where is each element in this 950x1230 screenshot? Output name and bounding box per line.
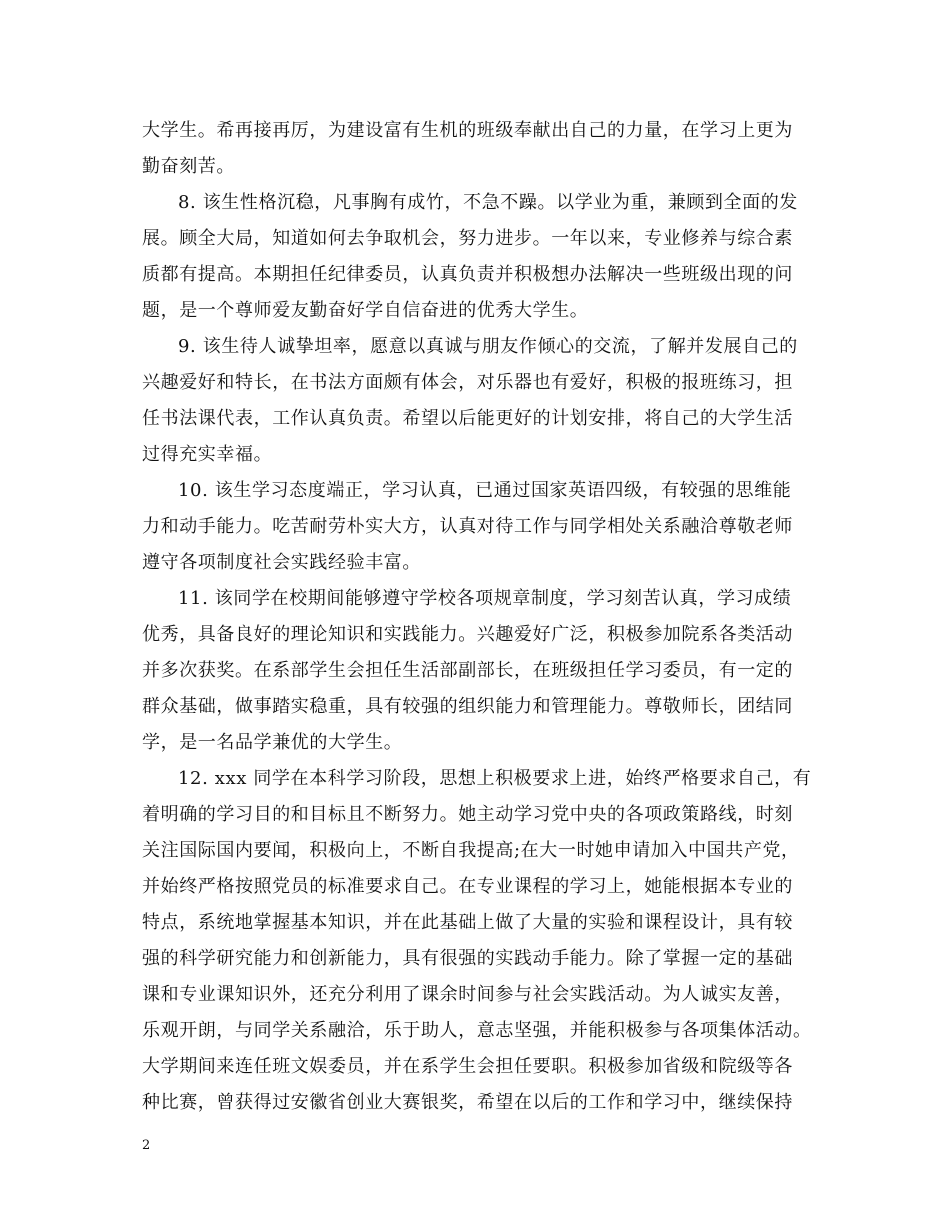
text-line: 展。顾全大局，知道如何去争取机会，努力进步。一年以来，专业修养与综合素 [142,228,793,249]
text-line: 力和动手能力。吃苦耐劳朴实大方，认真对待工作与同学相处关系融洽尊敬老师 [142,516,793,537]
text-line: 并多次获奖。在系部学生会担任生活部副部长，在班级担任学习委员，有一定的 [142,660,793,681]
text-line: 大学生。希再接再厉，为建设富有生机的班级奉献出自己的力量，在学习上更为 [142,120,793,141]
text-line: 特点，系统地掌握基本知识，并在此基础上做了大量的实验和课程设计，具有较 [142,912,793,933]
text-line: 遵守各项制度社会实践经验丰富。 [142,552,421,573]
text-line: 大学期间来连任班文娱委员，并在系学生会担任要职。积极参加省级和院级等各 [142,1056,793,1077]
text-line: 关注国际国内要闻，积极向上，不断自我提高;在大一时她申请加入中国共产党， [142,840,800,861]
text-line: 课和专业课知识外，还充分利用了课余时间参与社会实践活动。为人诚实友善， [142,984,793,1005]
text-line: 乐观开朗，与同学关系融洽，乐于助人，意志坚强，并能积极参与各项集体活动。 [142,1020,812,1041]
text-line: 质都有提高。本期担任纪律委员，认真负责并积极想办法解决一些班级出现的问 [142,264,793,285]
text-line: 勤奋刻苦。 [142,156,235,177]
text-line: 兴趣爱好和特长，在书法方面颇有体会，对乐器也有爱好，积极的报班练习，担 [142,372,793,393]
text-line: 着明确的学习目的和目标且不断努力。她主动学习党中央的各项政策路线，时刻 [142,804,793,825]
text-line: 优秀，具备良好的理论知识和实践能力。兴趣爱好广泛，积极参加院系各类活动 [142,624,793,645]
text-line: 学，是一名品学兼优的大学生。 [142,732,403,753]
paragraph-12-start: 12. xxx 同学在本科学习阶段，思想上积极要求上进，始终严格要求自己，有 [178,768,812,789]
text-line: 强的科学研究能力和创新能力，具有很强的实践动手能力。除了掌握一定的基础 [142,948,793,969]
paragraph-10-start: 10. 该生学习态度端正，学习认真，已通过国家英语四级，有较强的思维能 [178,480,792,501]
paragraph-9-start: 9. 该生待人诚挚坦率，愿意以真诚与朋友作倾心的交流，了解并发展自己的 [178,336,798,357]
text-line: 并始终严格按照党员的标准要求自己。在专业课程的学习上，她能根据本专业的 [142,876,793,897]
paragraph-11-start: 11. 该同学在校期间能够遵守学校各项规章制度，学习刻苦认真，学习成绩 [178,588,792,609]
text-line: 过得充实幸福。 [142,444,273,465]
paragraph-8-start: 8. 该生性格沉稳，凡事胸有成竹，不急不躁。以学业为重，兼顾到全面的发 [178,192,798,213]
text-line: 群众基础，做事踏实稳重，具有较强的组织能力和管理能力。尊敬师长，团结同 [142,696,793,717]
text-line: 任书法课代表，工作认真负责。希望以后能更好的计划安排，将自己的大学生活 [142,408,793,429]
text-line: 题，是一个尊师爱友勤奋好学自信奋进的优秀大学生。 [142,300,589,321]
text-line: 种比赛，曾获得过安徽省创业大赛银奖，希望在以后的工作和学习中，继续保持 [142,1092,793,1113]
page-number: 2 [142,1138,151,1153]
